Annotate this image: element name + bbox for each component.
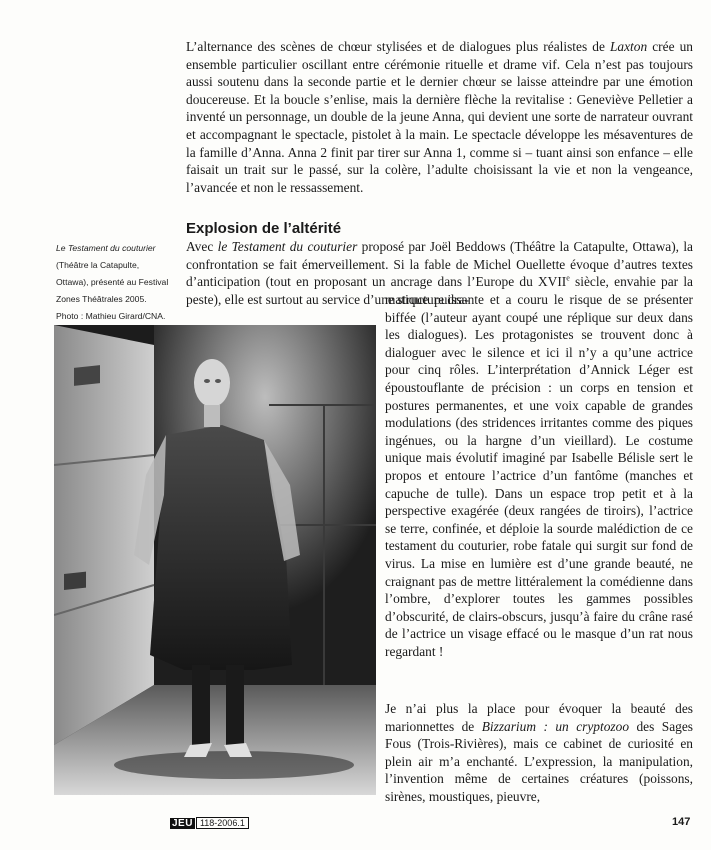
caption-credit: Photo : Mathieu Girard/CNA.: [56, 311, 166, 321]
opening-paragraph: [186, 38, 693, 196]
text-run: proposé par Joël Beddows (Théâtre la Catapulte, Ottawa), la confrontation se fait émerveillement. Si la fable de Michel Ouellette évoque d’autres textes d’anticipation (tout en proposant un ancrage dans l’Europe du XVII: [186, 239, 693, 290]
text-run: crée un ensemble particulier oscillant entre cérémonie rituelle et drame vif. Cela n’est pas toujours aussi soutenu dans la seconde partie et le dernier chœur se laisse atteindre par une émotion doucereuse. Et la boucle s’enlise, mais la dernière flèche la revitalise : Geneviève Pelletier a inventé un personnage, un double de la jeune Anna, qui devient une sorte de narrateur ouvrant et accompagnant le spectacle, pistolet à la main. Le spectacle développe les mésaventures de la famille d’Anna. Anna 2 finit par tirer sur Anna 1, comme si – tuant ainsi son enfance – elle faisait un trait sur le passé, sur la colère, l’adulte choisissant la vie et non la vengeance, l’avancée et non le ressassement.: [186, 39, 693, 195]
closing-paragraph: [385, 700, 693, 806]
magazine-folio: [170, 817, 249, 829]
jeu-logo: JEU: [172, 817, 193, 829]
italic-title: Laxton: [609, 39, 648, 54]
italic-title: le Testament du couturier: [217, 239, 358, 254]
section-heading: Explosion de l’altérité: [186, 220, 342, 237]
stage-photo: [54, 325, 376, 795]
superscript: e: [566, 273, 570, 283]
text-run: siècle, envahie par la peste), elle est surtout au service d’une structure dra-: [186, 274, 693, 307]
text-run: Avec: [186, 239, 218, 254]
main-body-paragraph: matique puissante et a couru le risque de se présenter biffée (l’auteur ayant coupé une réplique sur deux dans les dialogues). Les protagonistes se trouvent donc à dialoguer avec le silence et ici il n’y a qu’une actrice pour cinq rôles. L’interprétation d’Annick Léger est époustouflante de précision : un corps en tension et postures permanentes, et une voix capable de grandes modulations (des stridences irritantes comme des piques ingénues, ou la hargne d’un vieillard). Le costume unique mais évolutif imaginé par Isabelle Bélisle sert le propos et entoure l’actrice d’un fantôme (manches et capuche de tulle). Dans un espace trop petit et à la perspective exagérée (deux rangées de tiroirs), l’actrice se terre, confinée, et déploie la sourde malédiction de ce testament du couturier, robe fatale qui surgit sur fond de virus. La mise en lumière est d’une grande beauté, ne craignant pas de mettre littéralement la comédienne dans l’ombre, d’explorer toutes les gammes possibles d’obscurité, de clairs-obscurs, jusqu’à faire du crâne rasé de l’actrice un visage effacé ou le masque d’un rat nous regardant !: [385, 292, 693, 659]
text-run: Je n’ai plus la place pour évoquer la beauté des marionnettes de: [385, 701, 693, 734]
text-run: L’alternance des scènes de chœur stylisées et de dialogues plus réalistes de: [186, 39, 610, 54]
italic-title: Bizzarium : un cryptozoo: [481, 718, 630, 734]
page-number: 147: [672, 816, 691, 828]
caption-line: (Théâtre la Catapulte,: [56, 260, 140, 270]
stage-photo-illustration: [54, 325, 376, 795]
text-run: des Sages Fous (Trois-Rivières), mais ce cabinet de curiosité en plein air m’a enchanté. L’expression, la manipulation, l’invention même de certaines créatures (poissons, sirènes, moustiques, pieuvre,: [385, 718, 693, 804]
caption-title: Le Testament du couturier: [56, 243, 156, 253]
caption-line: Zones Théâtrales 2005.: [56, 294, 147, 304]
photo-caption: [56, 240, 176, 325]
issue-number: 118-2006.1: [196, 817, 249, 829]
caption-line: Ottawa), présenté au Festival: [56, 277, 169, 287]
